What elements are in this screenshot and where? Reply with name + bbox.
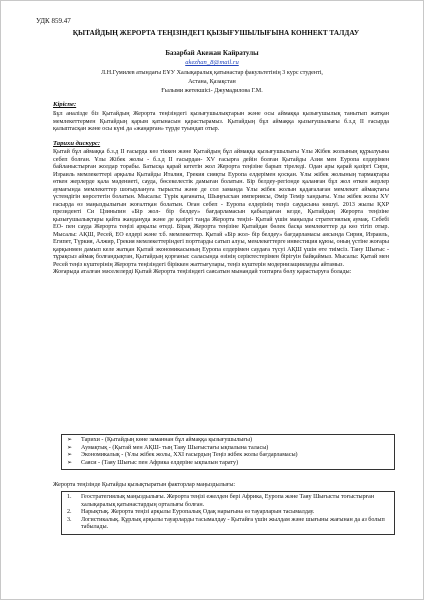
intro-paragraph: Бұл аналізде біз Қытайдың Жерорта теңізіндегі қызығушылықтарын және осы аймаққа қызығушылық танытып жатқан мемлекеттермен Қытайдың қарым қатынасын қарастырамыз. Қытайдың бұл аймаққа қызығушылығы б.з.д II ғасырда қалыптасқан және осы күні да «жаңарған» түрде туындап отыр. bbox=[53, 111, 389, 132]
summary-line: Жоғарыда аталған мәселелерді Қытай Жерорта теңізіндегі саясатын мынандай топтарға бөлу қарастыруға болады: bbox=[53, 269, 352, 275]
author-email-link[interactable]: akezhan_8@mail.ru bbox=[185, 59, 239, 66]
list-item-text: Саяси - (Таяу Шығыс пен Африка елдеріне ықпалын тарату) bbox=[81, 459, 239, 466]
list-item-text: Тарихи - (Қытайдың көне заманнан бұл аймаққа қызығушылығы) bbox=[81, 437, 252, 443]
list-item bbox=[67, 445, 389, 453]
list-item bbox=[67, 437, 389, 445]
scientific-supervisor: Ғылыми жетекшісі- Джумадилова Г.М. bbox=[161, 88, 263, 94]
author-city: Астана, Қазақстан bbox=[188, 79, 236, 85]
factors-list bbox=[61, 491, 395, 535]
paper-title: ҚЫТАЙДЫҢ ЖЕРОРТА ТЕҢІЗІНДЕГІ ҚЫЗЫҒУШЫЛЫҒЫНА КОННЕКТ ТАЛДАУ bbox=[72, 29, 360, 37]
intro-heading: Кіріспе: bbox=[53, 101, 77, 108]
list-item bbox=[67, 494, 389, 509]
list-item bbox=[67, 517, 389, 532]
history-section bbox=[53, 149, 389, 277]
list-item-text: Экономикалық - (Ұлы жібек жолы, XXI ғасырдың Теңіз жібек жолы бағдарламасы) bbox=[81, 452, 298, 458]
list-item-text: Логистикалық. Құрлық арқылы тауарларды тасымалдау - Қытайға үшін жылдам және шығыны жағынан да аз болып табылады. bbox=[81, 516, 385, 530]
author-name: Базарбай Акежан Кайратулы bbox=[165, 49, 259, 57]
arrow-bullet-icon: ➢ bbox=[67, 444, 73, 451]
list-item-text: Нарықтық. Жерорта теңізі арқылы Еуропалық Одақ нарығына өз тауарларын тасымалдау. bbox=[81, 509, 315, 515]
list-item-text: Геостратегиялық маңыздылығы. Жерорта теңізі ежелден бері Африка, Еуропа және Таяу Шығысты тоғыстырған халықаралық қатынастардың орталығы болған. bbox=[81, 494, 375, 508]
author-affiliation: Л.Н.Гумилев атындағы ЕҰУ Халықаралық қатынастар факультетінің 3 курс студенті, bbox=[101, 70, 323, 76]
list-item bbox=[67, 509, 389, 517]
history-paragraph: Қытай бұл аймаққа б.з.д II ғасырда көз тіккен және Қытайдың бұл аймаққа қызығушылығы Ұлы Жібек жолының құрылуына себеп болған. Ұлы Жібек жолы - б.з.д II ғасырдан- XV ғасырға дейін болған Қытайды Азия мен Еуропа елдерімен байланыстырған жолдар торабы. Батысқа қарай кететін жол Жерорта теңізіне барып тіреледі. Одан ары қарай қазіргі Сири, Израиль мемлекеттері арқылы Қытайды Италия, Грекия сияқты Еуропа елдерімен қосқан. Ұлы жібек жолының тармақтары өткен жерлерде қала мәдениеті, сауда, бөсекелестік дамыған болатын. Бір белдеу-регіонде қаланған бұл жол өткен жерлер аумағында мемлекеттер шоғырлануға тырысты және де сол заманда Ұлы жібек жолын қадағалаған мемлекет аймақтағы үстемдігін көрсететін болатын. Мысалы: Түрік қағанаты, Шыңғысхан империясы, Әмір Темір хандығы. Ұлы жібек жолы XV ғасырда өз маңыздылығын жоғалтқан болатын. Оған себеп - Еуропа елдерінің теңіз саудасына көшуі. 2013 жылы ҚХР президенті Си Цзиньпин «Бір жол- бір белдеу» бағдарламасын қабылдаған кезде, Қытайдың Жерорта теңізіне қызығушылықтары қайта жандануда және де қазіргі таңда Жерорта теңізі- Қытай үшін маңызды стратегиялық аумақ. Себебі ЕО- пен сауда Жерорта теңізі арқылы өтеді. Бірақ Жерорта теңізіне Қытайдан бөлек басқа мемлекеттер да көз тігіп отыр. Мысалы: АҚШ, Ресей, ЕО елдері және т.б. мемлекеттер. Қытай «Бір жол- бір белдеу» бағдарламасы аясында Сирия, Израиль, Египет, Түркия, Алжир, Грекия мемлекеттеріндегі порттарды сатып алуы, мемлекеттерге инвестиция құюы, оның үстіне жоғары қарқынмен дамып келе жатқан Қытай экономикасының Еуропа елдерімен саудаға түсуі АҚШ үшін өте тиімсіз. Тану Шығыс - тұрақсыз аймақ болғандықтан, Қытайдың қорғаныс саласында өзінің серіктестерімен бірігуін байқаймыз. Мысалы: Қытай мен Ресей теңіз күштерінің Жерорта теңізіндегі біріккен жаттығулары, теңіз күштерін модернизациялауды айтамыз. bbox=[53, 149, 389, 268]
list-item bbox=[67, 460, 389, 468]
udc-code: УДК 859.47 bbox=[36, 17, 71, 25]
list-item bbox=[67, 452, 389, 460]
arrow-bullet-icon: ➢ bbox=[67, 459, 73, 466]
list-number: 1. bbox=[67, 494, 72, 500]
list-number: 3. bbox=[67, 516, 72, 523]
arrow-bullet-icon: ➢ bbox=[67, 437, 73, 443]
factors-heading: Жерорта теңізінде Қытайды қызықтыратын факторлар маңыздылығы: bbox=[53, 482, 236, 488]
list-item-text: Аумақтық - (Қытай мен АҚШ- тың Таяу Шығыстағы ықпалына таласы) bbox=[81, 444, 269, 451]
arrow-bullet-icon: ➢ bbox=[67, 452, 73, 458]
list-number: 2. bbox=[67, 509, 72, 515]
policy-groups-list bbox=[61, 434, 395, 470]
history-heading: Тарихи дискурс: bbox=[53, 140, 101, 147]
